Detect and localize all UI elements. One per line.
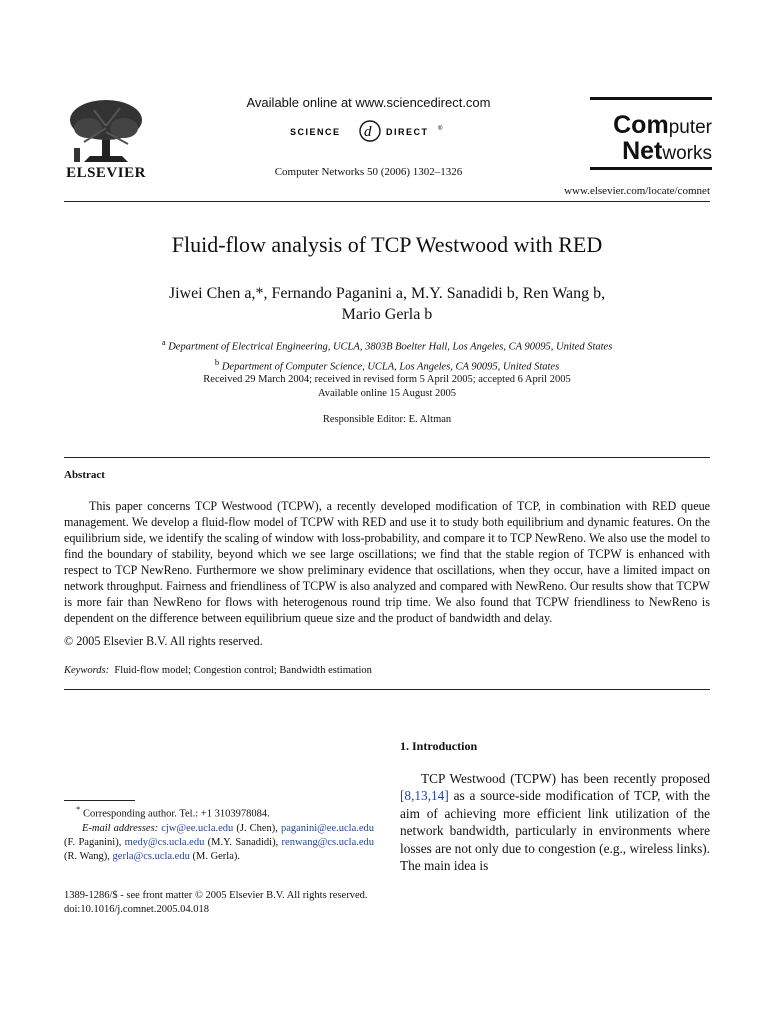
email-link-paganini[interactable]: paganini@ee.ucla.edu: [280, 822, 375, 834]
journal-logo-net: Net: [622, 137, 663, 165]
footnote: * Corresponding author. Tel.: +1 3103978084. E-mail addresses: cjw@ee.ucla.edu (J. Chen), paganini@ee.ucla.edu (F. Paganini), medy@cs.ucla.edu (M.Y. Sanadidi), renwang@cs.ucla.edu (R. Wang), gerla@cs.ucla.edu (M. Gerla).: [64, 804, 375, 862]
journal-reference: Computer Networks 50 (2006) 1302–1326: [274, 166, 463, 178]
email-link-chen[interactable]: cjw@ee.ucla.edu: [161, 822, 234, 834]
intro-text-start: TCP Westwood (TCPW) has been recently proposed: [421, 771, 710, 786]
introduction-body: [400, 770, 710, 874]
issn-line: 1389-1286/$ - see front matter © 2005 Elsevier B.V. All rights reserved.: [64, 890, 368, 901]
author-list: [90, 283, 684, 325]
corresponding-author: Corresponding author. Tel.: +1 3103978084.: [83, 808, 270, 820]
received-dates: Received 29 March 2004; received in revised form 5 April 2005; accepted 6 April 2005: [203, 374, 571, 385]
sciencedirect-logo: [288, 118, 458, 144]
paper-title: Fluid-flow analysis of TCP Westwood with RED: [171, 232, 603, 257]
available-online-text: Available online at www.sciencedirect.com: [246, 95, 491, 110]
doi-line: doi:10.1016/j.comnet.2005.04.018: [64, 904, 209, 915]
abstract-top-rule: [64, 457, 710, 458]
citation-link[interactable]: [8,13,14]: [400, 788, 449, 804]
svg-text:SCIENCE: SCIENCE: [290, 127, 341, 137]
section-heading-introduction: 1. Introduction: [400, 739, 478, 753]
svg-text:DIRECT: DIRECT: [386, 127, 429, 137]
journal-logo-com: Com: [613, 111, 669, 139]
email-owner-gerla: (M. Gerla).: [192, 850, 241, 862]
affiliation-a: Department of Electrical Engineering, UCLA, 3803B Boelter Hall, Los Angeles, CA 90095, United States: [168, 341, 613, 353]
email-owner-wang: (R. Wang),: [64, 850, 110, 862]
email-label: E-mail addresses:: [82, 822, 159, 834]
publication-dates: [64, 373, 710, 401]
journal-logo-works: works: [662, 143, 712, 164]
keywords: [64, 665, 372, 676]
email-owner-paganini: (F. Paganini),: [64, 836, 122, 848]
header-divider: [64, 201, 710, 202]
svg-text:®: ®: [438, 126, 443, 132]
keywords-list: Fluid-flow model; Congestion control; Bandwidth estimation: [114, 665, 372, 676]
journal-url[interactable]: www.elsevier.com/locate/comnet: [564, 185, 710, 197]
front-matter: [64, 889, 464, 917]
journal-logo-puter: puter: [668, 117, 712, 138]
affiliations: $^a$ Department of Electrical Engineering, UCLA, 3803B Boelter Hall, Los Angeles, CA 90095, United States $^b$ Department of Computer Science, UCLA, Los Angeles, CA 90095, United States: [161, 337, 613, 372]
available-date: Available online 15 August 2005: [317, 388, 457, 399]
responsible-editor: Responsible Editor: E. Altman: [322, 414, 452, 425]
abstract-text: This paper concerns TCP Westwood (TCPW), a recently developed modification of TCP, in combination with RED queue management. We develop a fluid-flow model of TCPW with RED and use it to study both equilibrium and dynamic features. On the equilibrium side, we identify the scaling of window with loss-probability, and compare it to TCP NewReno. We also use the model to find the boundary of stability, beyond which we see large oscillations; we find that the stable region of TCPW is enhanced with respect to TCP NewReno. Furthermore we show preliminary evidence that oscillations, when they occur, have a limited impact on network throughput. Fairness and friendliness of TCPW is also analyzed and compared with NewReno. Our results show that TCPW is more fair than NewReno for flows with heterogenous round trip time. We also found that TCPW friendliness to NewReno is dependent on the difference between equilibrium queue size and the product of bandwidth and delay.: [64, 499, 710, 625]
abstract-heading: Abstract: [64, 469, 105, 481]
authors-line-2: Mario Gerla b: [341, 306, 433, 323]
footnote-rule: [64, 800, 135, 801]
intro-text-rest: as a source-side modification of TCP, with the aim of achieving more efficient link utilization of the network bandwidth, particularly in environments where losses are not only due to congestion (e.g., wireless links). The main idea is: [400, 788, 710, 874]
abstract-body: [64, 498, 710, 626]
abstract-copyright: © 2005 Elsevier B.V. All rights reserved.: [64, 634, 263, 648]
email-link-gerla[interactable]: gerla@cs.ucla.edu: [112, 850, 190, 862]
email-owner-chen: (J. Chen),: [236, 822, 278, 834]
abstract-bottom-rule: [64, 689, 710, 690]
email-link-sanadidi[interactable]: medy@cs.ucla.edu: [124, 836, 205, 848]
affiliation-b: Department of Computer Science, UCLA, Los Angeles, CA 90095, United States: [221, 361, 560, 372]
svg-text:d: d: [364, 124, 372, 140]
publisher-name: ELSEVIER: [66, 165, 146, 181]
journal-logo: [586, 97, 712, 173]
keywords-label: Keywords:: [64, 665, 110, 676]
email-owner-sanadidi: (M.Y. Sanadidi),: [207, 836, 279, 848]
authors-line-1: Jiwei Chen a,*, Fernando Paganini a, M.Y. Sanadidi b, Ren Wang b,: [168, 285, 606, 302]
email-link-wang[interactable]: renwang@cs.ucla.edu: [281, 836, 375, 848]
